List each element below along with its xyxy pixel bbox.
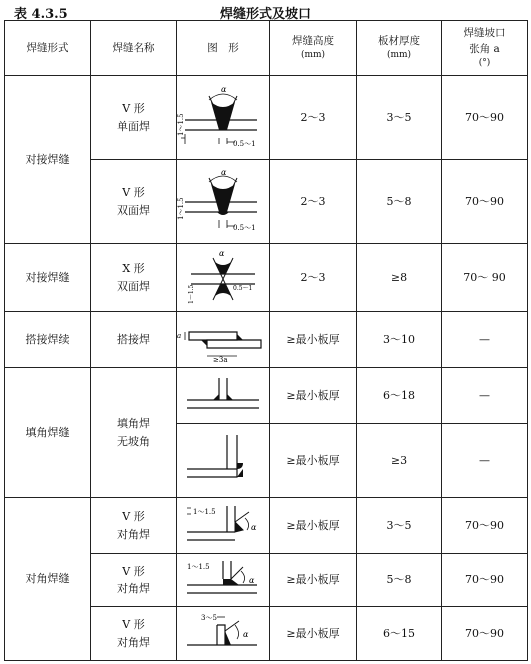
svg-text:1～1.5: 1～1.5 bbox=[187, 563, 210, 571]
cell-angle: — bbox=[442, 424, 528, 498]
svg-text:0.5～1: 0.5～1 bbox=[233, 284, 253, 292]
cell-name: 搭接焊 bbox=[91, 312, 177, 368]
svg-text:0.5～1: 0.5～1 bbox=[233, 223, 256, 232]
cell-thickness: 3～5 bbox=[357, 498, 442, 554]
svg-text:α: α bbox=[221, 84, 227, 94]
weld-form-table bbox=[4, 20, 528, 661]
cell-height: ≥最小板厚 bbox=[270, 498, 357, 554]
figure-lap bbox=[177, 312, 270, 368]
figure-v-double bbox=[177, 160, 270, 244]
cell-thickness: ≥8 bbox=[357, 244, 442, 312]
figure-v-corner-3 bbox=[177, 607, 270, 661]
cell-form: 对接焊缝 bbox=[5, 76, 91, 244]
table-row bbox=[5, 244, 528, 312]
cell-angle: 70～ 90 bbox=[442, 244, 528, 312]
cell-height: ≥最小板厚 bbox=[270, 607, 357, 661]
cell-form: 填角焊缝 bbox=[5, 368, 91, 498]
cell-height: 2～3 bbox=[270, 160, 357, 244]
figure-x-double bbox=[177, 244, 270, 312]
cell-angle: 70～90 bbox=[442, 498, 528, 554]
svg-text:α: α bbox=[251, 522, 257, 532]
svg-text:1～1.5: 1～1.5 bbox=[177, 112, 185, 136]
svg-text:0.5～1: 0.5～1 bbox=[233, 139, 256, 148]
cell-angle: — bbox=[442, 368, 528, 424]
col-header-name: 焊缝名称 bbox=[91, 21, 177, 76]
cell-angle: 70～90 bbox=[442, 607, 528, 661]
svg-text:1～1.5: 1～1.5 bbox=[193, 507, 216, 516]
svg-text:≥3a: ≥3a bbox=[213, 355, 228, 364]
figure-v-corner-2 bbox=[177, 554, 270, 607]
figure-fillet-corner bbox=[177, 424, 270, 498]
cell-angle: — bbox=[442, 312, 528, 368]
cell-name: V 形 双面焊 bbox=[91, 160, 177, 244]
cell-name: V 形 对角焊 bbox=[91, 554, 177, 607]
cell-height: 2～3 bbox=[270, 244, 357, 312]
cell-thickness: 5～8 bbox=[357, 554, 442, 607]
table-header bbox=[0, 0, 531, 20]
svg-text:1～1.5: 1～1.5 bbox=[188, 284, 195, 304]
col-header-thickness: 板材厚度 (mm) bbox=[357, 21, 442, 76]
col-header-angle: 焊缝坡口 张角 a (°) bbox=[442, 21, 528, 76]
cell-name: 填角焊 无坡角 bbox=[91, 368, 177, 498]
figure-fillet-t bbox=[177, 368, 270, 424]
table-row bbox=[5, 498, 528, 554]
table-row bbox=[5, 368, 528, 424]
col-header-height: 焊缝高度 (mm) bbox=[270, 21, 357, 76]
cell-name: V 形 单面焊 bbox=[91, 76, 177, 160]
table-title: 焊缝形式及坡口 bbox=[219, 7, 311, 22]
svg-text:a: a bbox=[177, 331, 182, 340]
cell-thickness: 6～15 bbox=[357, 607, 442, 661]
svg-text:α: α bbox=[243, 629, 249, 639]
table-row bbox=[5, 76, 528, 160]
cell-form: 对接焊缝 bbox=[5, 244, 91, 312]
cell-angle: 70～90 bbox=[442, 76, 528, 160]
cell-name: V 形 对角焊 bbox=[91, 607, 177, 661]
cell-height: ≥最小板厚 bbox=[270, 368, 357, 424]
svg-text:α: α bbox=[219, 248, 225, 258]
table-row bbox=[5, 312, 528, 368]
cell-thickness: ≥3 bbox=[357, 424, 442, 498]
cell-angle: 70～90 bbox=[442, 554, 528, 607]
cell-height: 2～3 bbox=[270, 76, 357, 160]
cell-angle: 70～90 bbox=[442, 160, 528, 244]
table-number: 表 4.3.5 bbox=[14, 7, 68, 22]
figure-v-single bbox=[177, 76, 270, 160]
cell-thickness: 6～18 bbox=[357, 368, 442, 424]
cell-form: 搭接焊续 bbox=[5, 312, 91, 368]
cell-height: ≥最小板厚 bbox=[270, 554, 357, 607]
col-header-form: 焊缝形式 bbox=[5, 21, 91, 76]
col-header-figure: 图 形 bbox=[177, 21, 270, 76]
svg-text:α: α bbox=[221, 167, 227, 177]
cell-thickness: 3～5 bbox=[357, 76, 442, 160]
cell-height: ≥最小板厚 bbox=[270, 424, 357, 498]
svg-text:3～5: 3～5 bbox=[201, 613, 217, 622]
cell-name: X 形 双面焊 bbox=[91, 244, 177, 312]
figure-v-corner-1 bbox=[177, 498, 270, 554]
table-header-row bbox=[5, 21, 528, 76]
svg-text:α: α bbox=[249, 576, 255, 585]
cell-thickness: 3～10 bbox=[357, 312, 442, 368]
svg-text:1～1.5: 1～1.5 bbox=[177, 196, 185, 220]
cell-name: V 形 对角焊 bbox=[91, 498, 177, 554]
cell-thickness: 5～8 bbox=[357, 160, 442, 244]
cell-height: ≥最小板厚 bbox=[270, 312, 357, 368]
cell-form: 对角焊缝 bbox=[5, 498, 91, 661]
